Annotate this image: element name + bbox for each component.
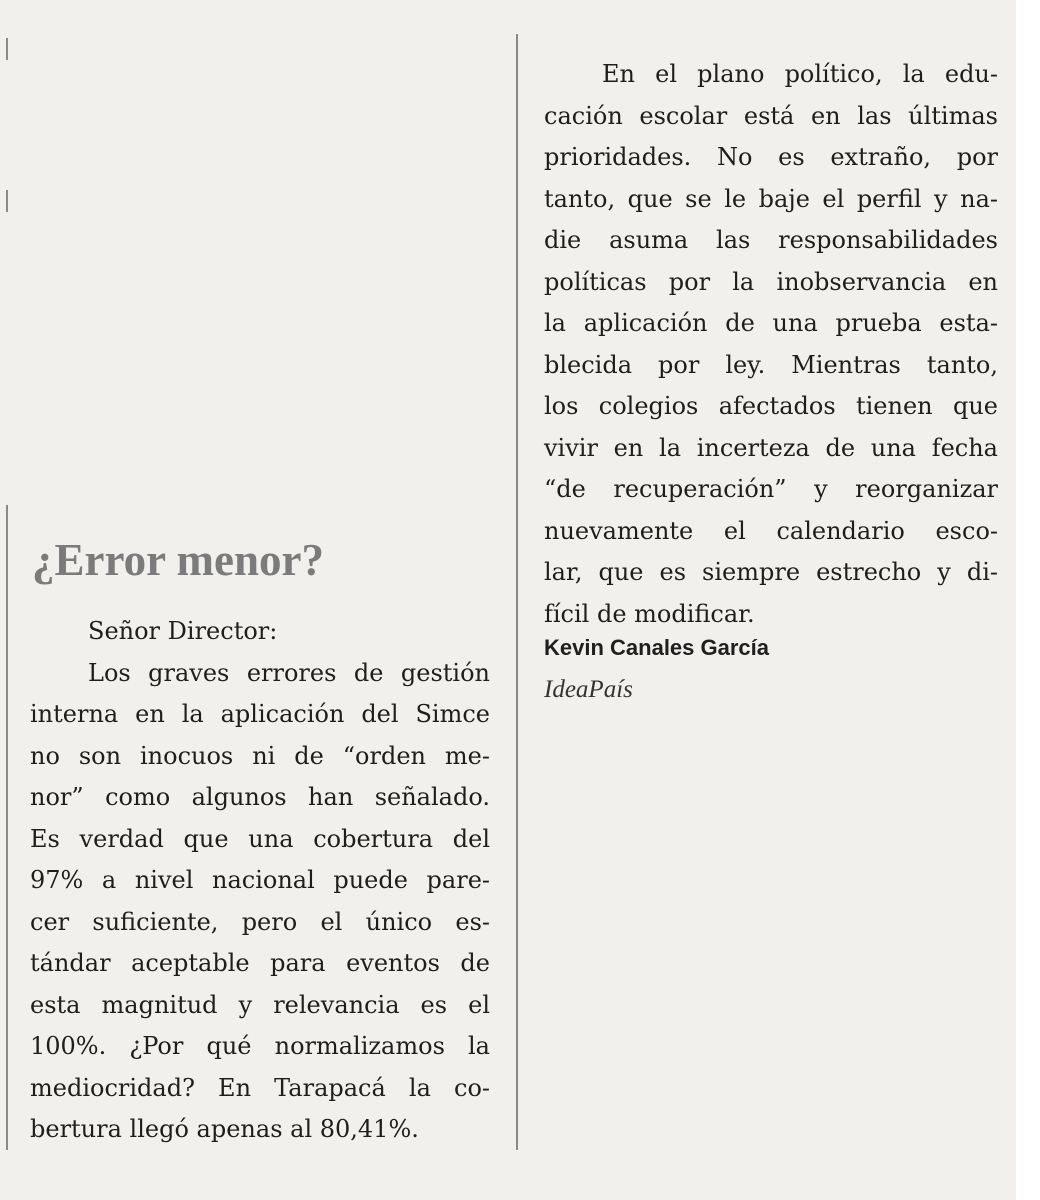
body-line: Es verdad que una cobertura del [30, 824, 490, 853]
body-line: no son inocuos ni de “orden me- [30, 741, 490, 770]
body-line: nuevamente el calendario esco- [544, 516, 998, 545]
body-line: políticas por la inobservancia en [544, 267, 998, 296]
body-line: esta magnitud y relevancia es el [30, 990, 490, 1019]
left-edge-rule [6, 190, 8, 212]
body-line: tanto, que se le baje el perfil y na- [544, 184, 998, 213]
page-right-margin [1016, 0, 1040, 1200]
left-column-rule [6, 505, 8, 1150]
body-line: Los graves errores de gestión [88, 658, 490, 687]
body-line: 100%. ¿Por qué normalizamos la [30, 1032, 490, 1060]
body-line: 97% a nivel nacional puede pare- [30, 866, 490, 894]
salutation: Señor Director: [88, 617, 278, 645]
body-line: “de recuperación” y reorganizar [544, 475, 998, 503]
body-line: mediocridad? En Tarapacá la co- [30, 1073, 490, 1102]
letter-body-left-column [30, 611, 490, 1151]
body-line: la aplicación de una prueba esta- [544, 309, 998, 337]
body-line: tándar aceptable para eventos de [30, 949, 490, 977]
body-line: nor” como algunos han señalado. [30, 783, 490, 811]
body-line: prioridades. No es extraño, por [544, 143, 998, 171]
author-name: Kevin Canales García [544, 635, 770, 660]
author-affiliation: IdeaPaís [544, 676, 633, 703]
body-line: cer suficiente, pero el único es- [30, 907, 490, 936]
body-line: vivir en la incerteza de una fecha [544, 433, 998, 462]
letter-title: ¿Error menor? [32, 535, 325, 585]
letter-body-right-column [544, 54, 998, 635]
body-line: interna en la aplicación del Simce [30, 700, 490, 728]
body-line: bertura llegó apenas al 80,41%. [30, 1115, 419, 1143]
column-divider [516, 34, 518, 1150]
left-edge-rule [6, 38, 8, 60]
body-line: blecida por ley. Mientras tanto, [544, 350, 998, 379]
body-line: fícil de modificar. [544, 599, 755, 628]
body-line: lar, que es siempre estrecho y di- [544, 558, 998, 586]
body-line: cación escolar está en las últimas [544, 101, 998, 130]
body-line: los colegios afectados tienen que [544, 392, 998, 420]
body-line: En el plano político, la edu- [602, 60, 998, 88]
body-line: die asuma las responsabilidades [544, 226, 998, 254]
